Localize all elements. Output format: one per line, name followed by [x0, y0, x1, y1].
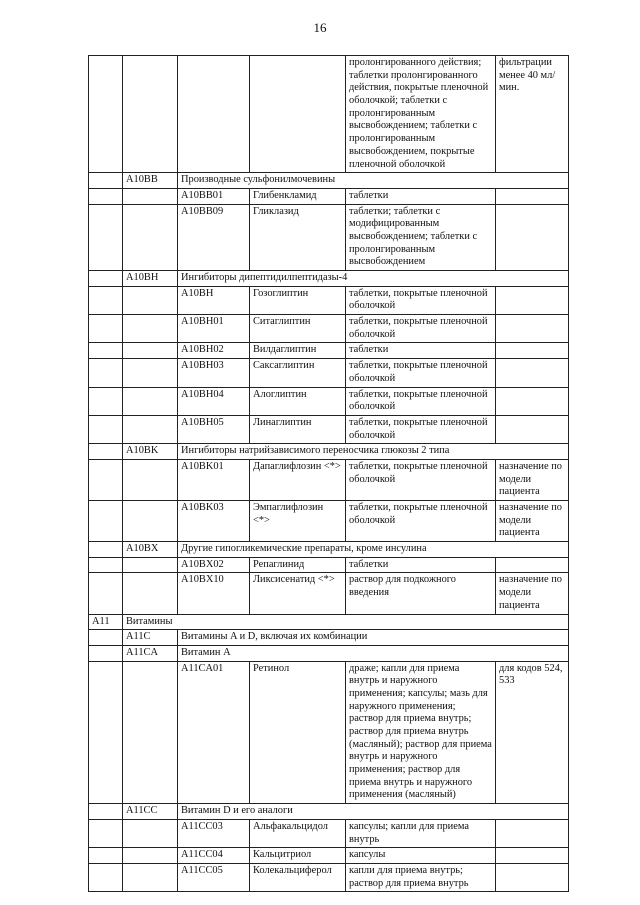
atc-code: A10BH04 [178, 387, 250, 415]
drug-name: Саксаглиптин [250, 359, 346, 387]
empty-cell [123, 188, 178, 204]
drug-name: Репаглинид [250, 557, 346, 573]
empty-cell [89, 501, 123, 542]
dosage-form: пролонгированного действия; таблетки пролонгированного действия, покрытые пленочной оболочкой; таблетки с пролонгированным высвобождением; таблетки с пролонгированным высвобождением, покрытые пленочной оболочкой [346, 56, 496, 173]
empty-cell [89, 415, 123, 443]
empty-cell [89, 359, 123, 387]
empty-cell [89, 573, 123, 614]
table-row-drug [89, 573, 569, 614]
atc-code: A11CC05 [178, 863, 250, 891]
group-code: A11CC [123, 804, 178, 820]
table-row-drug [89, 387, 569, 415]
atc-code: A10BX10 [178, 573, 250, 614]
group-code: A10BB [123, 173, 178, 189]
note-cell [496, 286, 569, 314]
note-cell [496, 315, 569, 343]
top-code: A11 [89, 614, 123, 630]
dosage-form: таблетки; таблетки с модифицированным высвобождением; таблетки с пролонгированным высвобождением [346, 204, 496, 270]
group-name: Витамин A [178, 645, 569, 661]
empty-cell [89, 173, 123, 189]
group-code: A10BX [123, 542, 178, 558]
empty-cell [250, 56, 346, 173]
atc-code: A10BH01 [178, 315, 250, 343]
dosage-form: драже; капли для приема внутрь и наружного применения; капсулы; мазь для наружного применения; раствор для приема внутрь; раствор для приема внутрь (масляный); раствор для приема внутрь и наружного применения; раствор для приема внутрь и наружного применения (масляный) [346, 661, 496, 804]
group-code: A10BK [123, 444, 178, 460]
empty-cell [123, 387, 178, 415]
table-row-drug [89, 359, 569, 387]
table-row-top [89, 614, 569, 630]
atc-code: A10BK03 [178, 501, 250, 542]
atc-code: A10BH03 [178, 359, 250, 387]
atc-code: A11CA01 [178, 661, 250, 804]
table-row-drug [89, 415, 569, 443]
empty-cell [89, 848, 123, 864]
drug-name: Глибенкламид [250, 188, 346, 204]
note-cell [496, 557, 569, 573]
group-code: A11CA [123, 645, 178, 661]
empty-cell [89, 630, 123, 646]
dosage-form: таблетки [346, 557, 496, 573]
empty-cell [89, 387, 123, 415]
dosage-form: таблетки [346, 188, 496, 204]
dosage-form: таблетки, покрытые пленочной оболочкой [346, 501, 496, 542]
note-cell: назначение по модели пациента [496, 501, 569, 542]
note-cell: назначение по модели пациента [496, 573, 569, 614]
sub-code: A11C [123, 630, 178, 646]
dosage-form: капсулы; капли для приема внутрь [346, 819, 496, 847]
table-row-drug [89, 343, 569, 359]
table-row-group [89, 173, 569, 189]
empty-cell [123, 56, 178, 173]
drug-name: Гозоглиптин [250, 286, 346, 314]
atc-code: A10BH05 [178, 415, 250, 443]
empty-cell [123, 343, 178, 359]
empty-cell [178, 56, 250, 173]
atc-code: A11CC04 [178, 848, 250, 864]
empty-cell [89, 542, 123, 558]
dosage-form: раствор для подкожного введения [346, 573, 496, 614]
empty-cell [89, 444, 123, 460]
group-name: Другие гипогликемические препараты, кроме инсулина [178, 542, 569, 558]
sub-name: Витамины A и D, включая их комбинации [178, 630, 569, 646]
atc-code: A10BK01 [178, 459, 250, 500]
empty-cell [89, 661, 123, 804]
table-row-sub [89, 630, 569, 646]
dosage-form: таблетки, покрытые пленочной оболочкой [346, 415, 496, 443]
table-row-drug [89, 188, 569, 204]
table-body [89, 56, 569, 892]
dosage-form: таблетки, покрытые пленочной оболочкой [346, 315, 496, 343]
note-cell [496, 188, 569, 204]
drug-list-table [88, 55, 569, 892]
note-cell [496, 387, 569, 415]
note-cell [496, 359, 569, 387]
table-row-drug [89, 557, 569, 573]
group-name: Витамин D и его аналоги [178, 804, 569, 820]
note-cell [496, 863, 569, 891]
empty-cell [123, 863, 178, 891]
table-row-drug [89, 661, 569, 804]
empty-cell [89, 863, 123, 891]
note-cell [496, 343, 569, 359]
table-row-drug [89, 459, 569, 500]
note-cell [496, 848, 569, 864]
empty-cell [89, 819, 123, 847]
empty-cell [123, 286, 178, 314]
empty-cell [89, 804, 123, 820]
empty-cell [123, 501, 178, 542]
table-row-group [89, 271, 569, 287]
atc-code: A11CC03 [178, 819, 250, 847]
empty-cell [89, 188, 123, 204]
empty-cell [123, 204, 178, 270]
empty-cell [123, 459, 178, 500]
drug-name: Альфакальцидол [250, 819, 346, 847]
empty-cell [123, 557, 178, 573]
dosage-form: таблетки, покрытые пленочной оболочкой [346, 459, 496, 500]
empty-cell [89, 204, 123, 270]
empty-cell [123, 359, 178, 387]
drug-name: Вилдаглиптин [250, 343, 346, 359]
empty-cell [123, 415, 178, 443]
table-row-group [89, 804, 569, 820]
group-code: A10BH [123, 271, 178, 287]
table-row-group [89, 542, 569, 558]
atc-code: A10BH02 [178, 343, 250, 359]
empty-cell [89, 56, 123, 173]
atc-code: A10BX02 [178, 557, 250, 573]
atc-code: A10BB01 [178, 188, 250, 204]
empty-cell [89, 557, 123, 573]
note-cell: фильтрации менее 40 мл/мин. [496, 56, 569, 173]
table-row-group [89, 444, 569, 460]
empty-cell [123, 661, 178, 804]
note-cell [496, 415, 569, 443]
dosage-form: таблетки, покрытые пленочной оболочкой [346, 387, 496, 415]
empty-cell [123, 819, 178, 847]
atc-code: A10BB09 [178, 204, 250, 270]
page-number: 16 [313, 20, 327, 35]
table-row-drug [89, 286, 569, 314]
drug-name: Дапаглифлозин <*> [250, 459, 346, 500]
empty-cell [89, 645, 123, 661]
table-row-drug [89, 315, 569, 343]
drug-name: Алоглиптин [250, 387, 346, 415]
table-row-cont [89, 56, 569, 173]
note-cell [496, 204, 569, 270]
atc-code: A10BH [178, 286, 250, 314]
empty-cell [89, 315, 123, 343]
note-cell: для кодов 524, 533 [496, 661, 569, 804]
table-row-drug [89, 848, 569, 864]
group-name: Ингибиторы натрийзависимого переносчика глюкозы 2 типа [178, 444, 569, 460]
drug-name: Линаглиптин [250, 415, 346, 443]
dosage-form: капли для приема внутрь; раствор для приема внутрь [346, 863, 496, 891]
dosage-form: таблетки [346, 343, 496, 359]
drug-name: Эмпаглифлозин <*> [250, 501, 346, 542]
drug-name: Ретинол [250, 661, 346, 804]
table-row-drug [89, 863, 569, 891]
table-row-group [89, 645, 569, 661]
empty-cell [123, 315, 178, 343]
table-row-drug [89, 204, 569, 270]
empty-cell [89, 459, 123, 500]
note-cell [496, 819, 569, 847]
top-name: Витамины [123, 614, 569, 630]
drug-name: Ликсисенатид <*> [250, 573, 346, 614]
drug-name: Гликлазид [250, 204, 346, 270]
dosage-form: таблетки, покрытые пленочной оболочкой [346, 286, 496, 314]
dosage-form: таблетки, покрытые пленочной оболочкой [346, 359, 496, 387]
note-cell: назначение по модели пациента [496, 459, 569, 500]
group-name: Ингибиторы дипептидилпептидазы-4 [178, 271, 569, 287]
empty-cell [89, 343, 123, 359]
drug-name: Кальцитриол [250, 848, 346, 864]
empty-cell [89, 286, 123, 314]
drug-name: Ситаглиптин [250, 315, 346, 343]
dosage-form: капсулы [346, 848, 496, 864]
table-row-drug [89, 501, 569, 542]
group-name: Производные сульфонилмочевины [178, 173, 569, 189]
empty-cell [123, 848, 178, 864]
table-row-drug [89, 819, 569, 847]
empty-cell [123, 573, 178, 614]
drug-name: Колекальциферол [250, 863, 346, 891]
empty-cell [89, 271, 123, 287]
